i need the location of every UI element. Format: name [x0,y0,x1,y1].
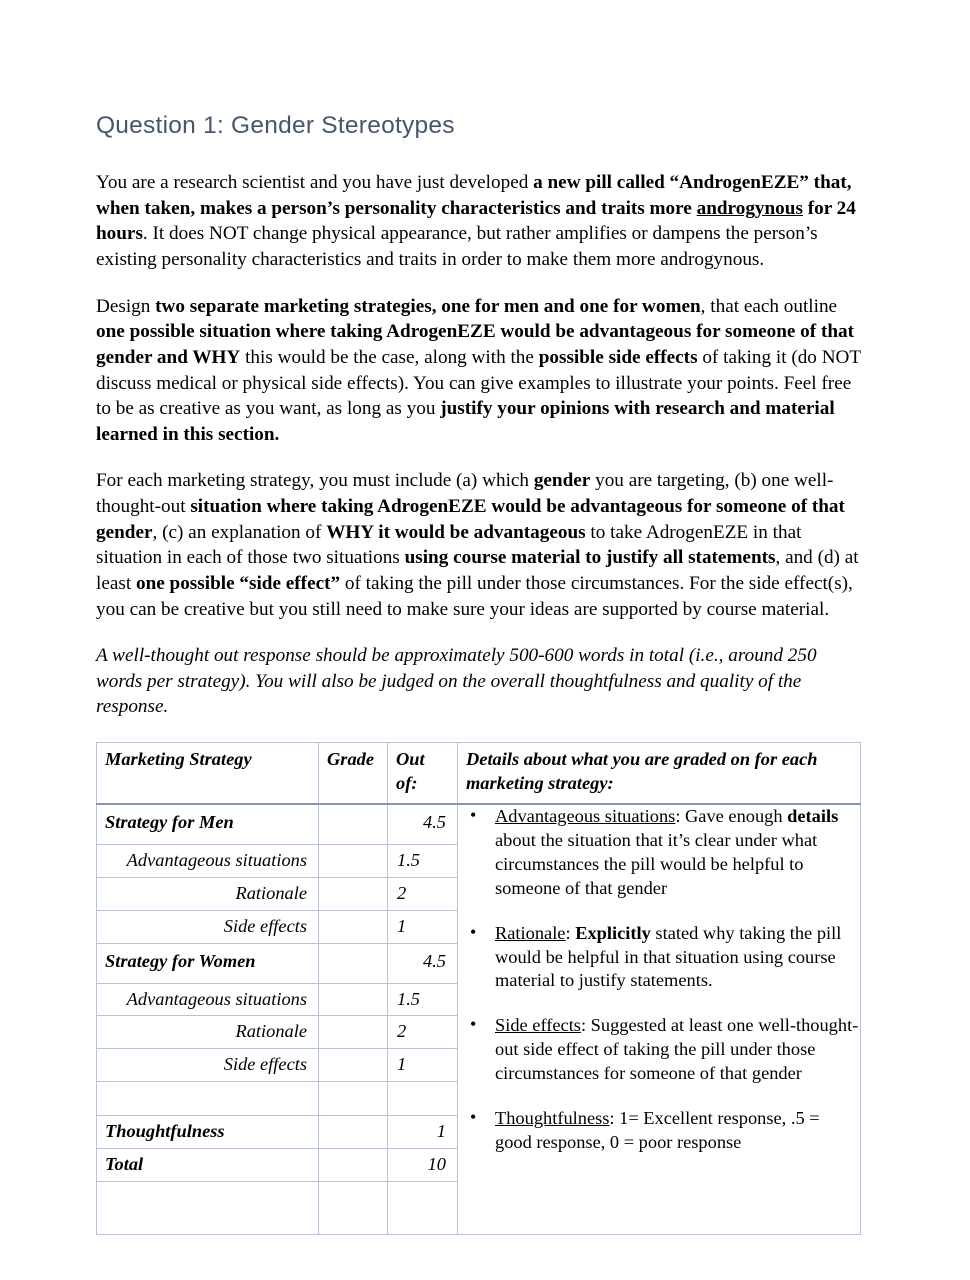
grade-value [319,805,387,844]
text-run-bold: WHY it would be advantageous [326,521,586,543]
row-label-cell [97,1082,319,1116]
text-run-bold: one possible “side effect” [135,572,341,594]
text-run: You are a research scientist and you have just developed [96,172,534,194]
text-run: this would be the case, along with the [240,346,539,368]
grading-details-list [458,805,860,1155]
outof-value: 1.5 [397,988,420,1009]
outof-cell [388,844,458,877]
outof-value [388,1082,457,1115]
paragraph-requirements [96,468,862,622]
outof-value [388,1182,457,1214]
page-title: Question 1: Gender Stereotypes [96,112,455,139]
list-item [458,805,860,901]
row-label: Rationale [235,882,307,903]
row-label [97,1082,318,1115]
grade-input-cell[interactable] [319,1149,388,1182]
grade-value [319,911,387,943]
header-label-outof: Out of: [396,749,425,793]
outof-cell [388,1082,458,1116]
grade-input-cell[interactable] [319,1082,388,1116]
bullet-label: Rationale [495,922,566,943]
grade-input-cell[interactable] [319,910,388,943]
outof-cell [388,1182,458,1235]
text-run-bold: gender [533,470,591,492]
text-run: Design [96,295,156,317]
row-label: Advantageous situations [126,988,307,1009]
grade-value [319,1182,387,1214]
row-label-cell [97,844,319,877]
outof-value: 10 [427,1154,446,1175]
row-label: Strategy for Men [105,811,234,832]
text-run: stated why taking the pill would be helpful in that situation using course material to justify statements. [495,922,842,991]
list-item [458,1107,860,1155]
paragraph-design-task [96,294,862,448]
text-run: For each marketing strategy, you must include (a) which [96,470,534,492]
grade-input-cell[interactable] [319,804,388,844]
text-run: : 1= Excellent response, .5 = good response, 0 = poor response [495,1108,820,1153]
list-item [458,1014,860,1086]
paragraph-length-note: A well-thought out response should be approximately 500-600 words in total (i.e., around 250 words per strategy). You will also be judged on the overall thoughtfulness and quality of the response. [96,645,817,718]
grade-input-cell[interactable] [319,943,388,983]
grade-value [319,984,387,1016]
text-run: : Gave enough [675,805,788,826]
outof-cell [388,1016,458,1049]
row-label-cell [97,910,319,943]
row-label: Total [105,1154,144,1175]
row-label: Advantageous situations [126,849,307,870]
outof-cell [388,877,458,910]
grade-value [319,1016,387,1048]
text-run: about the situation that it’s clear under what circumstances the pill would be helpful to someone of that gender [495,829,818,898]
row-label-cell [97,1182,319,1235]
grade-value [319,1082,387,1115]
text-run: of taking the pill under those circumstances. For the side effect(s), you can be creative but you still need to make sure your ideas are supported by course material. [96,572,853,620]
row-label-cell [97,804,319,844]
row-label-cell [97,943,319,983]
header-cell-grade [319,743,388,804]
outof-cell [388,804,458,844]
details-cell [458,804,861,1235]
grade-value [319,1116,387,1148]
text-run-bold: two separate marketing strategies, one for men and one for women [155,295,701,317]
outof-cell [388,1149,458,1182]
grade-input-cell[interactable] [319,1016,388,1049]
text-run-bold: one possible situation where taking AdrogenEZE would be advantageous for someone of that gender and WHY [96,321,854,368]
row-label: Strategy for Women [105,950,256,971]
row-label [97,1182,318,1234]
list-item [458,922,860,994]
grade-value [319,878,387,910]
header-cell-outof [388,743,458,804]
grade-value [319,944,387,983]
outof-cell [388,1049,458,1082]
text-run: . It does NOT change physical appearance, but rather amplifies or dampens the person’s existing personality characteristics and traits in order to make them more androgynous. [96,223,818,271]
text-run: , and (d) at least [96,547,859,594]
outof-value: 1.5 [397,849,420,870]
text-run-bold: a new pill called “AndrogenEZE” that, when taken, makes a person’s personality characteristics and traits more [96,172,852,219]
text-run-bold: details [787,805,839,826]
row-label: Thoughtfulness [105,1121,225,1142]
row-label: Side effects [223,915,307,936]
text-run: you are targeting, (b) one well-thought-out [96,470,834,518]
row-label-cell [97,1049,319,1082]
text-run: , that each outline [700,295,838,317]
text-run-bold: for 24 hours [96,197,856,245]
header-cell-strategy [97,743,319,804]
row-label-cell [97,1116,319,1149]
grade-value [319,1149,387,1181]
text-run-bold: possible side effects [538,346,698,368]
row-label-cell [97,1016,319,1049]
text-run: : [565,922,576,943]
outof-value: 4.5 [423,950,446,971]
paragraph-intro [96,170,862,273]
outof-value: 4.5 [423,811,446,832]
header-label-strategy: Marketing Strategy [105,749,252,770]
outof-cell [388,943,458,983]
grade-input-cell[interactable] [319,1116,388,1149]
row-label: Side effects [223,1054,307,1075]
grade-input-cell[interactable] [319,844,388,877]
outof-cell [388,910,458,943]
table-header-row [97,743,861,804]
text-run: of taking it (do NOT discuss medical or physical side effects). You can give examples to illustrate your points. Feel free to be as creative as you want, as long as you [96,346,861,420]
outof-value: 1 [436,1121,446,1142]
bullet-label: Side effects [495,1015,581,1036]
text-run: , (c) an explanation of [152,521,327,543]
grading-rubric-table [96,742,861,1235]
grade-input-cell[interactable] [319,983,388,1016]
outof-value: 2 [397,882,407,903]
bullet-label: Advantageous situations [495,805,676,826]
grade-value [319,845,387,877]
header-label-grade: Grade [327,749,374,770]
grade-input-cell[interactable] [319,1049,388,1082]
outof-value: 2 [397,1021,407,1042]
grade-input-cell[interactable] [319,1182,388,1235]
grade-input-cell[interactable] [319,877,388,910]
text-run-bold: using course material to justify all statements [404,547,776,569]
text-run-bold: justify your opinions with research and material learned in this section. [96,398,835,445]
outof-value: 1 [397,915,407,936]
text-run-bold: Explicitly [575,922,651,943]
text-run: to take AdrogenEZE in that situation in each of those two situations [96,521,802,569]
outof-cell [388,1116,458,1149]
text-run-bold-underline: androgynous [696,197,803,219]
text-run: : Suggested at least one well-thought-out side effect of taking the pill under those circumstances for someone of that gender [495,1015,859,1084]
outof-value: 1 [397,1054,407,1075]
row-label-cell [97,1149,319,1182]
table-row [97,804,861,844]
row-label-cell [97,877,319,910]
grade-value [319,1049,387,1081]
text-run-bold: situation where taking AdrogenEZE would be advantageous for someone of that gender [96,496,845,543]
row-label: Rationale [235,1021,307,1042]
header-cell-details [458,743,861,804]
header-label-details: Details about what you are graded on for each marketing strategy: [466,749,818,793]
bullet-label: Thoughtfulness [495,1108,610,1129]
outof-cell [388,983,458,1016]
row-label-cell [97,983,319,1016]
